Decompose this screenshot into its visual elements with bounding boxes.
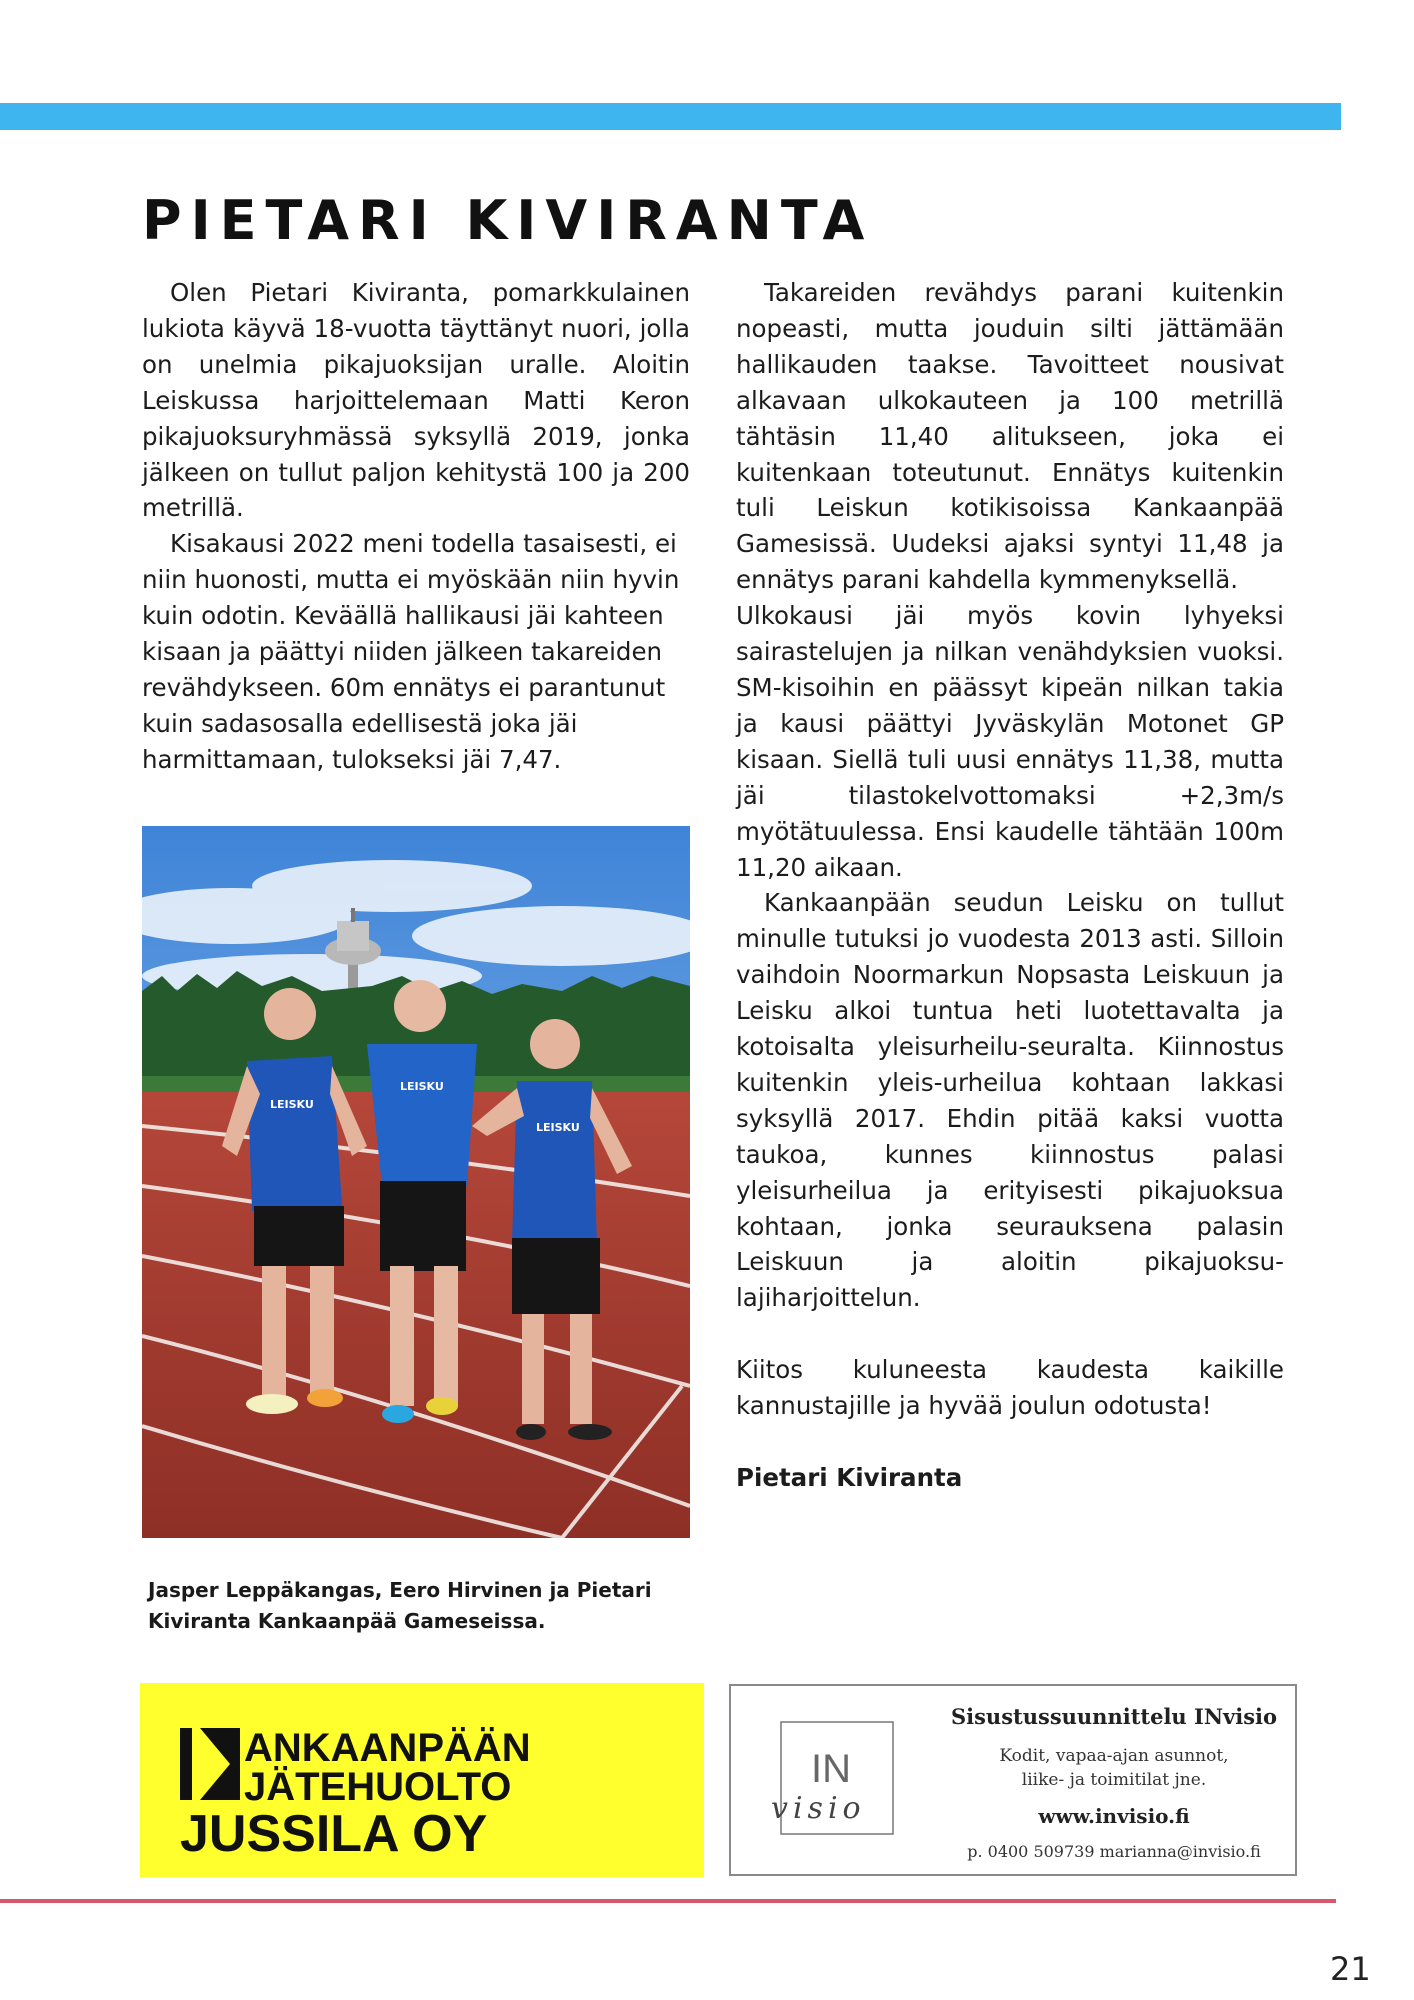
logo-text-bottom: visio xyxy=(771,1791,866,1826)
photo-caption: Jasper Leppäkangas, Eero Hirvinen ja Pietari Kiviranta Kankaanpää Gameseissa. xyxy=(148,1578,652,1633)
article-title: PIETARI KIVIRANTA xyxy=(142,189,874,252)
article-column-left xyxy=(142,275,690,778)
paragraph: Takareiden revähdys parani kuitenkin nopeasti, mutta jouduin silti jättämään hallikauden taakse. Tavoitteet nousivat alkavaan ulkokauteen ja 100 metrillä tähtäsin 11,40 alitukseen, joka ei kuitenkaan toteutunut. Ennätys kuitenkin tuli Leiskun kotikisoissa Kankaanpää Gamesissä. Uudeksi ajaksi syntyi 11,48 ja ennätys parani kahdella kymmenyksellä. xyxy=(736,278,1284,595)
paragraph: Kiitos kuluneesta kaudesta kaikille kannustajille ja hyvää joulun odotusta! xyxy=(736,1355,1284,1421)
ad-description-line: Kodit, vapaa-ajan asunnot, xyxy=(999,1746,1229,1766)
page-number: 21 xyxy=(1330,1950,1371,1988)
paragraph: Kankaanpään seudun Leisku on tullut minulle tutuksi jo vuodesta 2013 asti. Silloin vaihdoin Noormarkun Nopsasta Leiskuun ja Leisku alkoi tuntua heti luotettavalta ja kotoisalta yleisurheilu-seuralta. Kiinnostus kuitenkin yleis-urheilua kohtaan lakkasi syksyllä 2017. Ehdin pitää kaksi vuotta taukoa, kunnes kiinnostus palasi yleisurheilua ja erityisesti pikajuoksua kohtaan, jonka seurauksena palasin Leiskuun ja aloitin pikajuoksu-lajiharjoittelun. xyxy=(736,888,1284,1313)
ad-url: www.invisio.fi xyxy=(1038,1804,1190,1828)
ad-company-name: Sisustussuunnittelu INvisio xyxy=(950,1704,1278,1729)
ad-contact: p. 0400 509739 marianna@invisio.fi xyxy=(967,1842,1261,1861)
ad-description-line: liike- ja toimitilat jne. xyxy=(1021,1770,1207,1790)
signature: Pietari Kiviranta xyxy=(736,1463,963,1493)
bottom-accent-line xyxy=(0,1899,1336,1903)
athletes-photo xyxy=(142,826,690,1538)
invisio-logo-icon xyxy=(771,1720,897,1838)
ad-line-2: JÄTEHUOLTO xyxy=(244,1765,512,1809)
shirt-text: LEISKU xyxy=(536,1121,580,1134)
logo-text-top: IN xyxy=(811,1747,851,1791)
paragraph: Ulkokausi jäi myös kovin lyhyeksi sairastelujen ja nilkan venähdyksien vuoksi. SM-kisoihin en päässyt kipeän nilkan takia ja kausi päättyi Jyväskylän Motonet GP kisaan. Siellä tuli uusi ennätys 11,38, mutta jäi tilastokelvottomaksi +2,3m/s myötätuulessa. Ensi kaudelle tähtään 100m 11,20 aikaan. xyxy=(736,601,1284,882)
shirt-text: LEISKU xyxy=(400,1080,444,1093)
paragraph: Olen Pietari Kiviranta, pomarkkulainen lukiota käyvä 18-vuotta täyttänyt nuori, jolla on unelmia pikajuoksijan uralle. Aloitin Leiskussa harjoittelemaan Matti Keron pikajuoksuryhmässä syksyllä 2019, jonka jälkeen on tullut paljon kehitystä 100 ja 200 metrillä. xyxy=(142,278,690,523)
top-accent-bar xyxy=(0,103,1341,130)
ad-line-3: JUSSILA OY xyxy=(180,1805,488,1863)
ad-kankaanpaan-jatehuolto xyxy=(140,1683,704,1877)
ad-line-1: ANKAANPÄÄN xyxy=(244,1726,531,1770)
paragraph: Kisakausi 2022 meni todella tasaisesti, ei niin huonosti, mutta ei myöskään niin hyvin kuin odotin. Keväällä hallikausi jäi kahteen kisaan ja päättyi niiden jälkeen takareiden revähdykseen. 60m ennätys ei parantunut kuin sadasosalla edellisestä joka jäi harmittamaan, tulokseksi jäi 7,47. xyxy=(142,529,680,774)
article-column-right xyxy=(736,275,1284,1496)
ad-description xyxy=(949,1744,1279,1792)
shirt-text: LEISKU xyxy=(270,1098,314,1111)
k-logo-icon xyxy=(180,1728,240,1800)
ad-invisio xyxy=(729,1684,1297,1876)
